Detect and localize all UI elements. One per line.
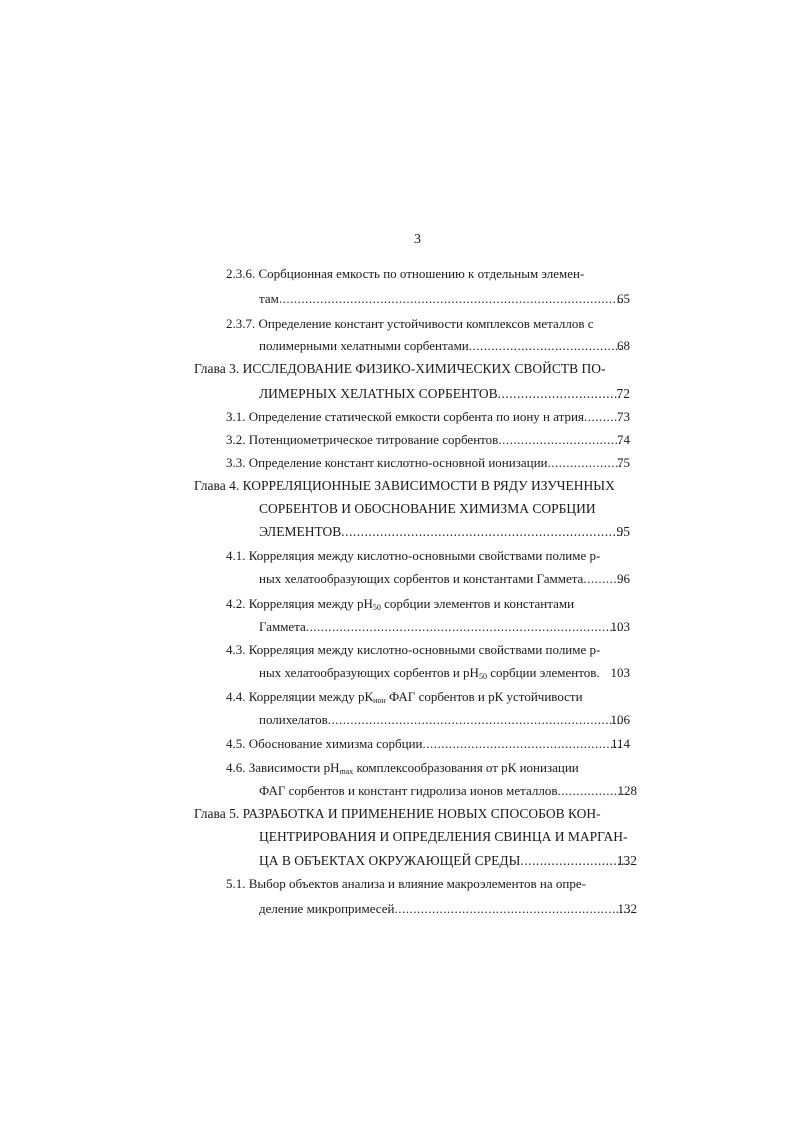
toc-entry-2-3-6-line2[interactable]: там ..... 65 bbox=[259, 288, 630, 310]
toc-entry-4-2-line1: 4.2. Корреляция между $рН_{50}$ сорбции элементов и константами bbox=[226, 596, 575, 612]
page-ref: 65 bbox=[617, 291, 630, 306]
page-ref: 72 bbox=[616, 386, 630, 401]
toc-entry-2-3-7-line2[interactable]: полимерными хелатными сорбентами ..... 68 bbox=[259, 335, 630, 357]
toc-chapter-3-line1: Глава 3. ИССЛЕДОВАНИЕ ФИЗИКО-ХИМИЧЕСКИХ СВОЙСТВ ПО- bbox=[194, 361, 606, 376]
toc-entry-3-2[interactable]: 3.2. Потенциометрическое титрование сорбентов ..... 74 bbox=[226, 429, 630, 451]
toc-entry-4-6-line1: 4.6. Зависимости $рН_{max}$ комплексообразования от рК ионизации bbox=[226, 760, 579, 776]
page-ref: 68 bbox=[617, 338, 630, 353]
page-ref: 132 bbox=[616, 853, 637, 868]
toc-chapter-4-line3[interactable]: ЭЛЕМЕНТОВ ..... 95 bbox=[259, 521, 630, 543]
toc-entry-4-3-line2[interactable]: ных хелатообразующих сорбентов и $рН_{50}$ сорбции элементов. 103 bbox=[259, 662, 630, 684]
toc-chapter-4-line1: Глава 4. КОРРЕЛЯЦИОННЫЕ ЗАВИСИМОСТИ В РЯДУ ИЗУЧЕННЫХ bbox=[194, 478, 615, 493]
toc-entry-3-3[interactable]: 3.3. Определение констант кислотно-основной ионизации ..... 75 bbox=[226, 452, 630, 474]
page-ref: 132 bbox=[617, 901, 637, 916]
toc-entry-4-2-line2[interactable]: Гаммета ..... 103 bbox=[259, 616, 630, 638]
toc-entry-4-3-line1: 4.3. Корреляция между кислотно-основными свойствами полиме р- bbox=[226, 642, 601, 657]
toc-chapter-4-line2: СОРБЕНТОВ И ОБОСНОВАНИЕ ХИМИЗМА СОРБЦИИ bbox=[259, 501, 596, 516]
page-ref: 106 bbox=[610, 712, 630, 727]
toc-entry-4-4-line1: 4.4. Корреляции между $рК_{ион}$ ФАГ сорбентов и рК устойчивости bbox=[226, 689, 583, 705]
toc-chapter-5-line1: Глава 5. РАЗРАБОТКА И ПРИМЕНЕНИЕ НОВЫХ СПОСОБОВ КОН- bbox=[194, 806, 601, 821]
toc-entry-3-1[interactable]: 3.1. Определение статической емкости сорбента по иону н атрия ..... 73 bbox=[226, 406, 630, 428]
toc-entry-4-1-line2[interactable]: ных хелатообразующих сорбентов и константами Гаммета ..... 96 bbox=[259, 568, 630, 590]
toc-entry-4-6-line2[interactable]: ФАГ сорбентов и констант гидролиза ионов металлов ..... 128 bbox=[259, 780, 637, 802]
toc-entry-5-1-line1: 5.1. Выбор объектов анализа и влияние макроэлементов на опре- bbox=[226, 876, 586, 891]
toc-entry-4-5[interactable]: 4.5. Обоснование химизма сорбции ..... 114 bbox=[226, 733, 630, 755]
toc-entry-5-1-line2[interactable]: деление микропримесей ..... 132 bbox=[259, 898, 637, 920]
toc-entry-2-3-7-line1: 2.3.7. Определение констант устойчивости комплексов металлов с bbox=[226, 316, 594, 331]
toc-chapter-3-line2[interactable]: ЛИМЕРНЫХ ХЕЛАТНЫХ СОРБЕНТОВ ..... 72 bbox=[259, 383, 630, 405]
page-ref: 103 bbox=[610, 665, 630, 680]
page-ref: 128 bbox=[617, 783, 637, 798]
toc-chapter-5-line3[interactable]: ЦА В ОБЪЕКТАХ ОКРУЖАЮЩЕЙ СРЕДЫ ..... 132 bbox=[259, 850, 637, 872]
toc-chapter-5-line2: ЦЕНТРИРОВАНИЯ И ОПРЕДЕЛЕНИЯ СВИНЦА И МАРГАН- bbox=[259, 829, 628, 844]
page-ref: 114 bbox=[610, 736, 630, 751]
toc-entry-2-3-6-line1: 2.3.6. Сорбционная емкость по отношению к отдельным элемен- bbox=[226, 266, 585, 281]
toc-entry-4-4-line2[interactable]: полихелатов ..... 106 bbox=[259, 709, 630, 731]
page-ref: 75 bbox=[617, 455, 630, 470]
page-ref: 74 bbox=[617, 432, 630, 447]
page-ref: 96 bbox=[617, 571, 630, 586]
page-number: 3 bbox=[414, 232, 421, 247]
page-ref: 95 bbox=[616, 524, 630, 539]
toc-entry-4-1-line1: 4.1. Корреляция между кислотно-основными свойствами полиме р- bbox=[226, 548, 601, 563]
page-ref: 73 bbox=[617, 409, 630, 424]
page-ref: 103 bbox=[610, 619, 630, 634]
